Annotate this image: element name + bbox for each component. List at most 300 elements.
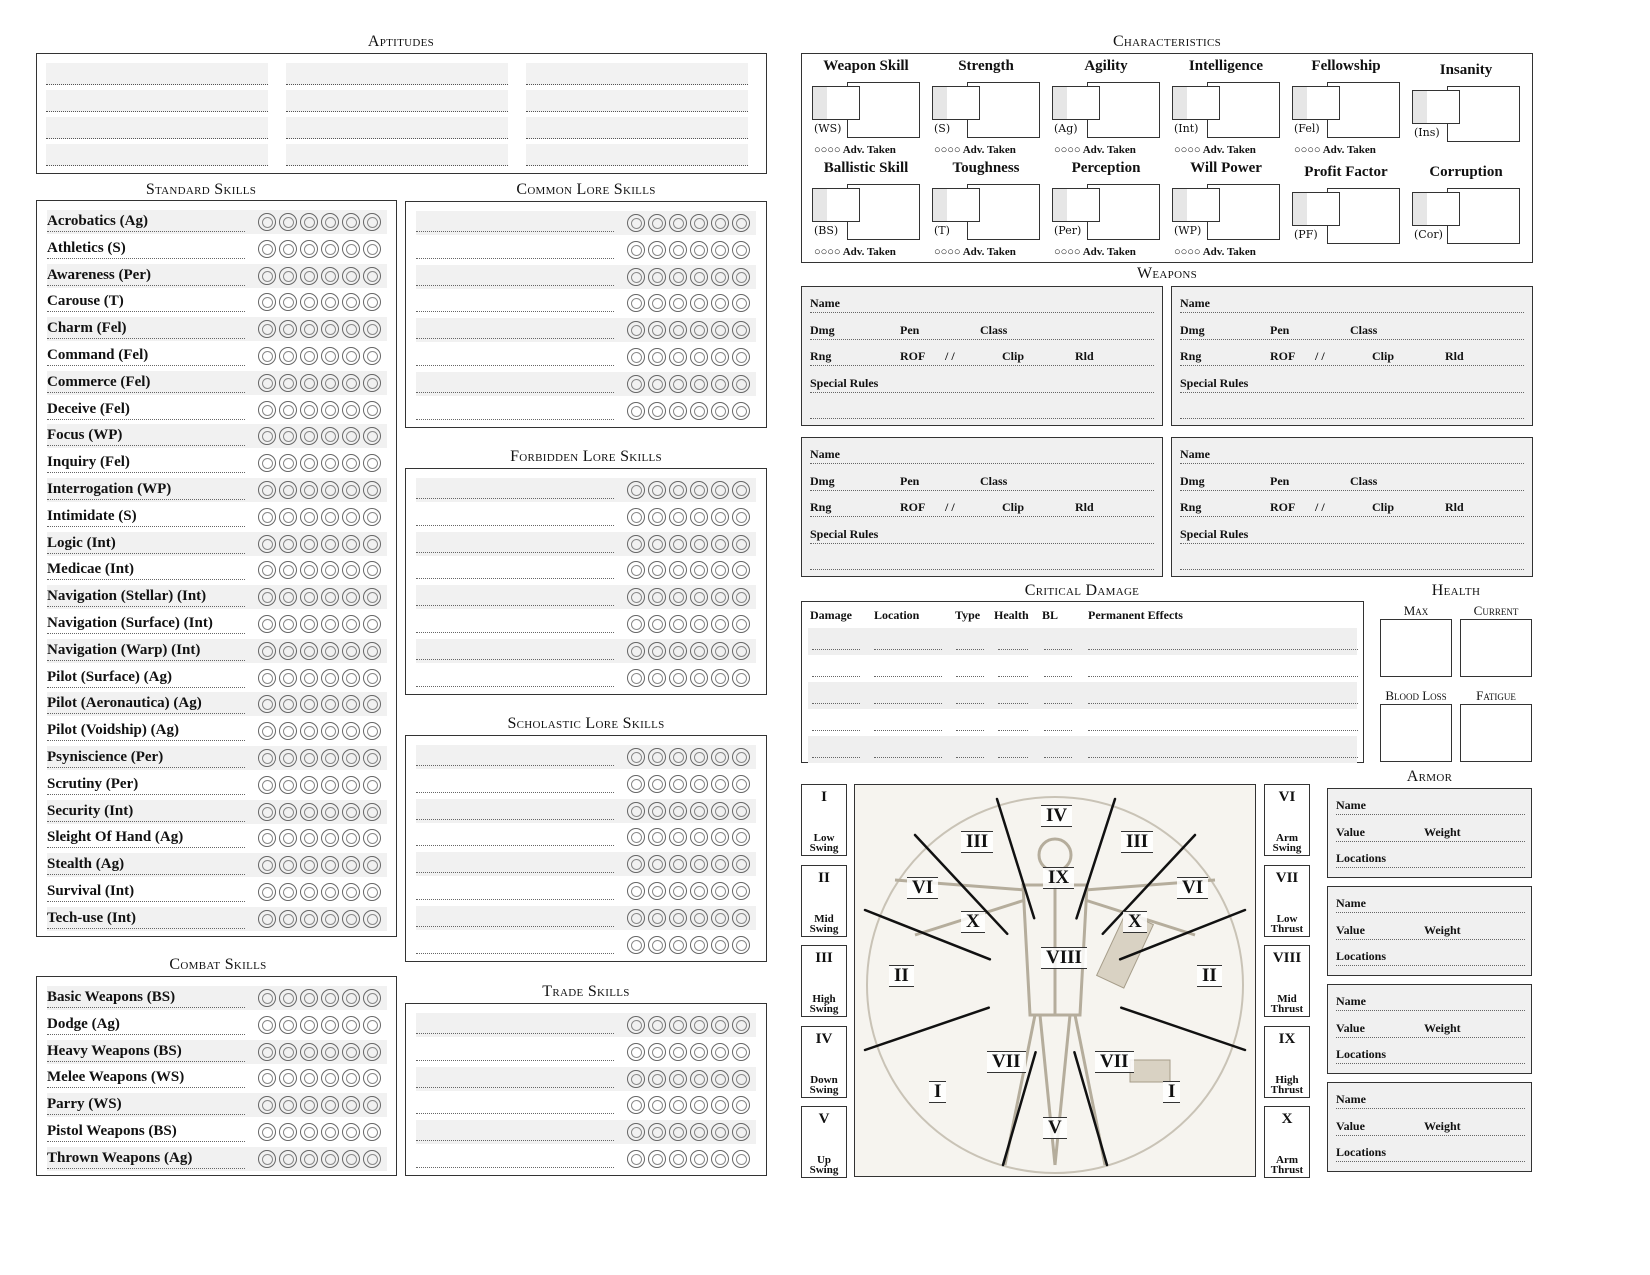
advance-circle[interactable] xyxy=(300,1043,318,1061)
advance-circle[interactable] xyxy=(669,1123,687,1141)
fatigue-field[interactable] xyxy=(1460,704,1532,762)
hit-location-box[interactable] xyxy=(1264,865,1310,937)
advance-circle[interactable] xyxy=(627,268,645,286)
advance-circle[interactable] xyxy=(711,1123,729,1141)
advance-circle[interactable] xyxy=(732,241,750,259)
advance-circle[interactable] xyxy=(627,588,645,606)
advance-circle[interactable] xyxy=(279,240,297,258)
advance-circle[interactable] xyxy=(690,1070,708,1088)
advance-circle[interactable] xyxy=(711,535,729,553)
advance-circle[interactable] xyxy=(627,375,645,393)
advance-circle[interactable] xyxy=(279,856,297,874)
advance-circle[interactable] xyxy=(690,268,708,286)
advance-circle[interactable] xyxy=(342,1016,360,1034)
lore-skill-field[interactable] xyxy=(416,375,614,393)
advance-circle[interactable] xyxy=(669,375,687,393)
advance-circle[interactable] xyxy=(669,642,687,660)
advance-circle[interactable] xyxy=(711,882,729,900)
advance-circle[interactable] xyxy=(711,855,729,873)
critical-damage-row[interactable] xyxy=(808,655,1357,682)
advance-circle[interactable] xyxy=(258,883,276,901)
advance-circle[interactable] xyxy=(300,213,318,231)
advance-circle[interactable] xyxy=(342,1096,360,1114)
advance-circle[interactable] xyxy=(258,508,276,526)
advance-circle[interactable] xyxy=(690,348,708,366)
advance-circle[interactable] xyxy=(690,802,708,820)
advance-circle[interactable] xyxy=(321,1150,339,1168)
critical-field[interactable] xyxy=(874,757,942,758)
advance-circle[interactable] xyxy=(690,615,708,633)
advance-circle[interactable] xyxy=(690,828,708,846)
advance-circle[interactable] xyxy=(363,535,381,553)
advance-circle[interactable] xyxy=(711,348,729,366)
advance-circle[interactable] xyxy=(300,749,318,767)
advance-circle[interactable] xyxy=(690,1043,708,1061)
advance-circle[interactable] xyxy=(321,829,339,847)
critical-field[interactable] xyxy=(874,676,942,677)
aptitude-field[interactable] xyxy=(286,63,508,85)
lore-skill-field[interactable] xyxy=(416,561,614,579)
advance-circle[interactable] xyxy=(279,561,297,579)
advance-circle[interactable] xyxy=(648,828,666,846)
lore-skill-field[interactable] xyxy=(416,828,614,846)
advance-circle[interactable] xyxy=(711,1096,729,1114)
advance-circle[interactable] xyxy=(690,775,708,793)
advance-circle[interactable] xyxy=(279,293,297,311)
advance-circle[interactable] xyxy=(279,749,297,767)
advance-circle[interactable] xyxy=(363,1123,381,1141)
advance-circle[interactable] xyxy=(669,669,687,687)
advance-circle[interactable] xyxy=(732,588,750,606)
advance-circle[interactable] xyxy=(342,535,360,553)
weapon-line[interactable] xyxy=(810,469,1154,491)
weapon-line[interactable] xyxy=(810,318,1154,340)
advance-circle[interactable] xyxy=(321,240,339,258)
lore-skill-field[interactable] xyxy=(416,294,614,312)
advance-circle[interactable] xyxy=(258,267,276,285)
advance-circle[interactable] xyxy=(363,695,381,713)
advance-circle[interactable] xyxy=(363,347,381,365)
advance-circle[interactable] xyxy=(669,588,687,606)
advance-circle[interactable] xyxy=(732,642,750,660)
advance-circle[interactable] xyxy=(363,829,381,847)
advance-circle[interactable] xyxy=(258,347,276,365)
advance-circle[interactable] xyxy=(321,856,339,874)
lore-skill-field[interactable] xyxy=(416,268,614,286)
advance-circle[interactable] xyxy=(711,241,729,259)
hit-location-box[interactable] xyxy=(1264,945,1310,1017)
advance-circle[interactable] xyxy=(279,883,297,901)
critical-field[interactable] xyxy=(874,649,942,650)
advance-circle[interactable] xyxy=(669,1016,687,1034)
advance-circle[interactable] xyxy=(648,1016,666,1034)
advance-circle[interactable] xyxy=(279,1096,297,1114)
advance-circle[interactable] xyxy=(627,855,645,873)
weapon-line[interactable] xyxy=(810,548,1154,570)
advance-circle[interactable] xyxy=(690,1150,708,1168)
critical-field[interactable] xyxy=(1044,730,1072,731)
advance-circle[interactable] xyxy=(321,561,339,579)
advance-circle[interactable] xyxy=(258,989,276,1007)
advance-circle[interactable] xyxy=(690,214,708,232)
critical-field[interactable] xyxy=(812,757,860,758)
advance-circle[interactable] xyxy=(711,214,729,232)
advance-circle[interactable] xyxy=(648,909,666,927)
weapon-line[interactable] xyxy=(1180,548,1524,570)
advance-circle[interactable] xyxy=(732,748,750,766)
weapon-line[interactable] xyxy=(810,442,1154,464)
advances-taken[interactable]: ○○○○ Adv. Taken xyxy=(814,144,896,156)
advance-circle[interactable] xyxy=(321,1123,339,1141)
advances-taken[interactable]: ○○○○ Adv. Taken xyxy=(1054,246,1136,258)
critical-field[interactable] xyxy=(812,676,860,677)
advance-circle[interactable] xyxy=(669,855,687,873)
advance-circle[interactable] xyxy=(321,508,339,526)
advance-circle[interactable] xyxy=(627,669,645,687)
advance-circle[interactable] xyxy=(342,508,360,526)
advance-circle[interactable] xyxy=(669,802,687,820)
advance-circle[interactable] xyxy=(627,241,645,259)
advance-circle[interactable] xyxy=(258,1150,276,1168)
advance-circle[interactable] xyxy=(732,561,750,579)
advance-circle[interactable] xyxy=(279,508,297,526)
advance-circle[interactable] xyxy=(321,989,339,1007)
advance-circle[interactable] xyxy=(648,588,666,606)
advance-circle[interactable] xyxy=(732,1096,750,1114)
advance-circle[interactable] xyxy=(279,722,297,740)
armor-line[interactable] xyxy=(1336,820,1525,842)
advance-circle[interactable] xyxy=(300,1016,318,1034)
advance-circle[interactable] xyxy=(321,776,339,794)
advance-circle[interactable] xyxy=(258,669,276,687)
advance-circle[interactable] xyxy=(690,481,708,499)
advance-circle[interactable] xyxy=(279,1043,297,1061)
advance-circle[interactable] xyxy=(648,642,666,660)
advance-circle[interactable] xyxy=(627,1096,645,1114)
advance-circle[interactable] xyxy=(279,427,297,445)
advance-circle[interactable] xyxy=(711,481,729,499)
lore-skill-field[interactable] xyxy=(416,1070,614,1088)
advance-circle[interactable] xyxy=(732,1043,750,1061)
advance-circle[interactable] xyxy=(669,882,687,900)
advance-circle[interactable] xyxy=(300,427,318,445)
advance-circle[interactable] xyxy=(321,1096,339,1114)
advance-circle[interactable] xyxy=(321,213,339,231)
aptitude-field[interactable] xyxy=(286,144,508,166)
advance-circle[interactable] xyxy=(690,535,708,553)
advance-circle[interactable] xyxy=(258,910,276,928)
characteristic-bonus-field[interactable] xyxy=(932,86,980,120)
advance-circle[interactable] xyxy=(363,1150,381,1168)
hit-location-box[interactable] xyxy=(1264,1026,1310,1098)
advance-circle[interactable] xyxy=(669,1096,687,1114)
advance-circle[interactable] xyxy=(258,642,276,660)
advance-circle[interactable] xyxy=(321,803,339,821)
advance-circle[interactable] xyxy=(627,1070,645,1088)
advance-circle[interactable] xyxy=(711,748,729,766)
advance-circle[interactable] xyxy=(258,320,276,338)
advances-taken[interactable]: ○○○○ Adv. Taken xyxy=(1294,144,1376,156)
advance-circle[interactable] xyxy=(690,1096,708,1114)
advance-circle[interactable] xyxy=(321,883,339,901)
advance-circle[interactable] xyxy=(648,855,666,873)
advance-circle[interactable] xyxy=(648,882,666,900)
critical-field[interactable] xyxy=(1044,676,1072,677)
advance-circle[interactable] xyxy=(300,374,318,392)
advance-circle[interactable] xyxy=(648,802,666,820)
critical-field[interactable] xyxy=(812,649,860,650)
advance-circle[interactable] xyxy=(363,1016,381,1034)
weapon-line[interactable] xyxy=(1180,495,1524,517)
advance-circle[interactable] xyxy=(300,695,318,713)
advance-circle[interactable] xyxy=(321,293,339,311)
advance-circle[interactable] xyxy=(279,320,297,338)
advance-circle[interactable] xyxy=(342,829,360,847)
advance-circle[interactable] xyxy=(669,402,687,420)
advance-circle[interactable] xyxy=(711,402,729,420)
advance-circle[interactable] xyxy=(258,749,276,767)
advance-circle[interactable] xyxy=(363,1069,381,1087)
armor-line[interactable] xyxy=(1336,1016,1525,1038)
critical-field[interactable] xyxy=(874,730,942,731)
advance-circle[interactable] xyxy=(300,401,318,419)
advance-circle[interactable] xyxy=(711,936,729,954)
advance-circle[interactable] xyxy=(690,588,708,606)
aptitude-field[interactable] xyxy=(286,90,508,112)
lore-skill-field[interactable] xyxy=(416,642,614,660)
lore-skill-field[interactable] xyxy=(416,348,614,366)
advance-circle[interactable] xyxy=(648,214,666,232)
hit-location-box[interactable] xyxy=(1264,1106,1310,1178)
advance-circle[interactable] xyxy=(363,883,381,901)
weapon-line[interactable] xyxy=(1180,318,1524,340)
advance-circle[interactable] xyxy=(627,1123,645,1141)
lore-skill-field[interactable] xyxy=(416,802,614,820)
advance-circle[interactable] xyxy=(321,1069,339,1087)
characteristic-bonus-field[interactable] xyxy=(1052,188,1100,222)
weapon-line[interactable] xyxy=(1180,397,1524,419)
characteristic-bonus-field[interactable] xyxy=(1172,86,1220,120)
advance-circle[interactable] xyxy=(648,615,666,633)
armor-line[interactable] xyxy=(1336,1140,1525,1162)
advance-circle[interactable] xyxy=(711,909,729,927)
advance-circle[interactable] xyxy=(300,267,318,285)
advance-circle[interactable] xyxy=(300,535,318,553)
lore-skill-field[interactable] xyxy=(416,588,614,606)
advance-circle[interactable] xyxy=(258,454,276,472)
advance-circle[interactable] xyxy=(279,776,297,794)
advance-circle[interactable] xyxy=(342,883,360,901)
advance-circle[interactable] xyxy=(732,855,750,873)
weapon-line[interactable] xyxy=(1180,522,1524,544)
hit-location-box[interactable] xyxy=(801,865,847,937)
characteristic-bonus-field[interactable] xyxy=(1412,90,1460,124)
advance-circle[interactable] xyxy=(669,828,687,846)
advance-circle[interactable] xyxy=(258,803,276,821)
advance-circle[interactable] xyxy=(363,588,381,606)
advance-circle[interactable] xyxy=(363,1043,381,1061)
advance-circle[interactable] xyxy=(648,561,666,579)
advance-circle[interactable] xyxy=(342,561,360,579)
advance-circle[interactable] xyxy=(669,1043,687,1061)
lore-skill-field[interactable] xyxy=(416,909,614,927)
advance-circle[interactable] xyxy=(300,481,318,499)
critical-field[interactable] xyxy=(1088,757,1358,758)
advance-circle[interactable] xyxy=(258,722,276,740)
critical-field[interactable] xyxy=(1044,757,1072,758)
advance-circle[interactable] xyxy=(279,267,297,285)
advance-circle[interactable] xyxy=(363,722,381,740)
aptitude-field[interactable] xyxy=(526,117,748,139)
critical-damage-row[interactable] xyxy=(808,709,1357,736)
advance-circle[interactable] xyxy=(342,374,360,392)
advance-circle[interactable] xyxy=(711,561,729,579)
advance-circle[interactable] xyxy=(279,374,297,392)
advance-circle[interactable] xyxy=(648,1150,666,1168)
lore-skill-field[interactable] xyxy=(416,321,614,339)
advance-circle[interactable] xyxy=(363,803,381,821)
advance-circle[interactable] xyxy=(627,828,645,846)
aptitude-field[interactable] xyxy=(46,117,268,139)
advance-circle[interactable] xyxy=(342,481,360,499)
advance-circle[interactable] xyxy=(690,669,708,687)
advance-circle[interactable] xyxy=(300,454,318,472)
advance-circle[interactable] xyxy=(342,588,360,606)
advance-circle[interactable] xyxy=(321,749,339,767)
advance-circle[interactable] xyxy=(732,775,750,793)
characteristic-bonus-field[interactable] xyxy=(1292,86,1340,120)
advance-circle[interactable] xyxy=(258,293,276,311)
critical-field[interactable] xyxy=(998,649,1028,650)
armor-line[interactable] xyxy=(1336,891,1525,913)
advance-circle[interactable] xyxy=(279,910,297,928)
advance-circle[interactable] xyxy=(342,669,360,687)
advance-circle[interactable] xyxy=(711,1043,729,1061)
advance-circle[interactable] xyxy=(711,642,729,660)
advance-circle[interactable] xyxy=(732,268,750,286)
advance-circle[interactable] xyxy=(732,802,750,820)
advance-circle[interactable] xyxy=(648,348,666,366)
advance-circle[interactable] xyxy=(321,347,339,365)
hit-location-box[interactable] xyxy=(1264,784,1310,856)
advance-circle[interactable] xyxy=(648,1070,666,1088)
advance-circle[interactable] xyxy=(342,320,360,338)
advance-circle[interactable] xyxy=(627,1043,645,1061)
weapon-line[interactable] xyxy=(810,522,1154,544)
lore-skill-field[interactable] xyxy=(416,669,614,687)
aptitude-field[interactable] xyxy=(526,63,748,85)
advance-circle[interactable] xyxy=(300,669,318,687)
hit-location-box[interactable] xyxy=(801,1026,847,1098)
advance-circle[interactable] xyxy=(300,642,318,660)
advance-circle[interactable] xyxy=(300,883,318,901)
critical-damage-row[interactable] xyxy=(808,628,1357,655)
advance-circle[interactable] xyxy=(363,856,381,874)
advance-circle[interactable] xyxy=(363,561,381,579)
advance-circle[interactable] xyxy=(627,615,645,633)
advance-circle[interactable] xyxy=(732,508,750,526)
advance-circle[interactable] xyxy=(279,481,297,499)
advance-circle[interactable] xyxy=(732,535,750,553)
advance-circle[interactable] xyxy=(711,775,729,793)
advance-circle[interactable] xyxy=(711,802,729,820)
advance-circle[interactable] xyxy=(258,401,276,419)
aptitude-field[interactable] xyxy=(46,144,268,166)
advance-circle[interactable] xyxy=(300,347,318,365)
advance-circle[interactable] xyxy=(258,240,276,258)
advance-circle[interactable] xyxy=(648,775,666,793)
weapon-line[interactable] xyxy=(810,495,1154,517)
health-current-field[interactable] xyxy=(1460,619,1532,677)
critical-field[interactable] xyxy=(1044,649,1072,650)
advance-circle[interactable] xyxy=(732,348,750,366)
advance-circle[interactable] xyxy=(711,294,729,312)
advance-circle[interactable] xyxy=(648,508,666,526)
advance-circle[interactable] xyxy=(342,722,360,740)
critical-field[interactable] xyxy=(874,703,942,704)
advance-circle[interactable] xyxy=(279,803,297,821)
critical-field[interactable] xyxy=(956,676,984,677)
advance-circle[interactable] xyxy=(690,294,708,312)
advance-circle[interactable] xyxy=(669,909,687,927)
lore-skill-field[interactable] xyxy=(416,1016,614,1034)
advance-circle[interactable] xyxy=(321,535,339,553)
armor-line[interactable] xyxy=(1336,846,1525,868)
advance-circle[interactable] xyxy=(648,241,666,259)
advance-circle[interactable] xyxy=(648,402,666,420)
advance-circle[interactable] xyxy=(363,240,381,258)
hit-location-box[interactable] xyxy=(801,1106,847,1178)
lore-skill-field[interactable] xyxy=(416,402,614,420)
lore-skill-field[interactable] xyxy=(416,775,614,793)
armor-line[interactable] xyxy=(1336,944,1525,966)
armor-line[interactable] xyxy=(1336,989,1525,1011)
advance-circle[interactable] xyxy=(321,1043,339,1061)
critical-field[interactable] xyxy=(998,757,1028,758)
lore-skill-field[interactable] xyxy=(416,535,614,553)
critical-field[interactable] xyxy=(998,676,1028,677)
advance-circle[interactable] xyxy=(279,454,297,472)
advance-circle[interactable] xyxy=(732,669,750,687)
advances-taken[interactable]: ○○○○ Adv. Taken xyxy=(1174,144,1256,156)
lore-skill-field[interactable] xyxy=(416,855,614,873)
advance-circle[interactable] xyxy=(627,402,645,420)
advance-circle[interactable] xyxy=(321,910,339,928)
advance-circle[interactable] xyxy=(258,695,276,713)
critical-field[interactable] xyxy=(1088,676,1358,677)
advance-circle[interactable] xyxy=(690,1016,708,1034)
advance-circle[interactable] xyxy=(279,401,297,419)
critical-field[interactable] xyxy=(1044,703,1072,704)
advance-circle[interactable] xyxy=(627,1150,645,1168)
advance-circle[interactable] xyxy=(711,669,729,687)
lore-skill-field[interactable] xyxy=(416,1123,614,1141)
weapon-line[interactable] xyxy=(810,371,1154,393)
advance-circle[interactable] xyxy=(342,240,360,258)
advance-circle[interactable] xyxy=(627,936,645,954)
advance-circle[interactable] xyxy=(648,294,666,312)
advance-circle[interactable] xyxy=(279,535,297,553)
advance-circle[interactable] xyxy=(300,776,318,794)
advance-circle[interactable] xyxy=(300,561,318,579)
weapon-line[interactable] xyxy=(1180,344,1524,366)
advance-circle[interactable] xyxy=(300,1150,318,1168)
advance-circle[interactable] xyxy=(732,321,750,339)
advance-circle[interactable] xyxy=(279,347,297,365)
critical-field[interactable] xyxy=(1088,730,1358,731)
advance-circle[interactable] xyxy=(363,776,381,794)
advance-circle[interactable] xyxy=(669,1150,687,1168)
